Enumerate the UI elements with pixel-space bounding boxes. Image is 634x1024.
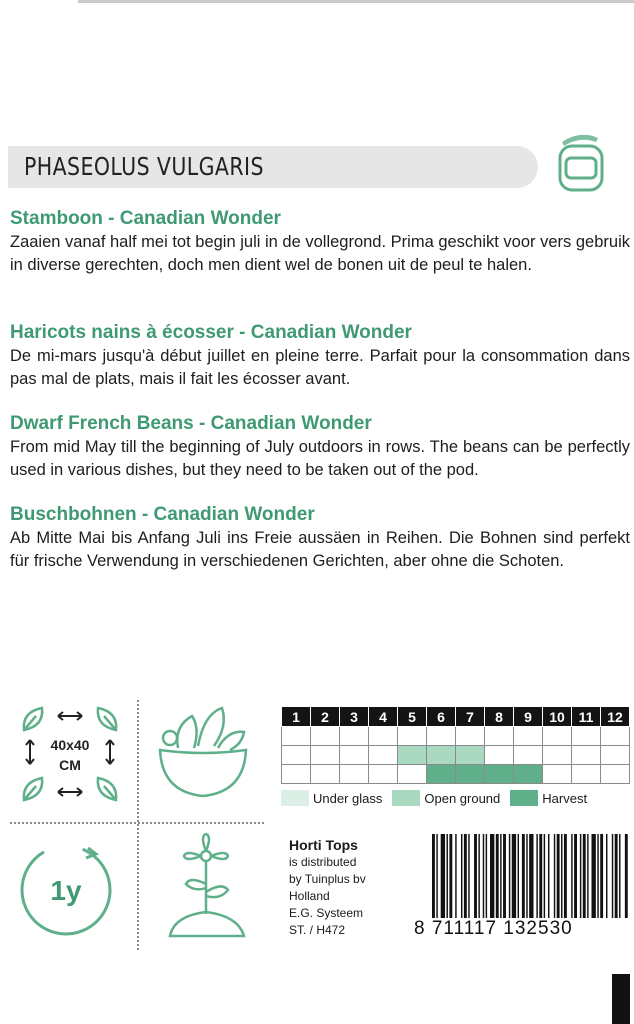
calendar-month-6: 6 xyxy=(427,707,456,727)
calendar-cell xyxy=(369,765,398,784)
calendar-cell xyxy=(311,727,340,746)
barcode-bar xyxy=(432,834,435,918)
calendar-cell xyxy=(456,746,485,765)
calendar-cell xyxy=(398,727,427,746)
lifecycle-label: 1y xyxy=(50,875,82,906)
legend-label: Under glass xyxy=(313,790,383,806)
section-text: Ab Mitte Mai bis Anfang Juli ins Freie aussäen in Reihen. Die Bohnen sind perfekt für frische Verwendung in verschiedenen Gerichten, aber ohne die Schoten. xyxy=(10,529,630,570)
calendar-month-4: 4 xyxy=(369,707,398,727)
calendar-month-7: 7 xyxy=(456,707,485,727)
calendar-cell xyxy=(543,765,572,784)
calendar-cell xyxy=(485,746,514,765)
calendar-cell xyxy=(427,765,456,784)
legend-open-ground xyxy=(392,790,508,806)
barcode-bar xyxy=(468,834,469,918)
calendar-cell xyxy=(282,727,311,746)
barcode-bar xyxy=(449,834,452,918)
section-text: Zaaien vanaf half mei tot begin juli in de vollegrond. Prima geschikt voor vers gebruik in diverse gerechten, doch men dient wel de bonen uit de peul te halen. xyxy=(10,233,630,274)
section-title: Haricots nains à écosser - Canadian Wonder xyxy=(10,322,412,343)
calendar-cell xyxy=(340,727,369,746)
barcode-bar xyxy=(509,834,510,918)
barcode-bar xyxy=(486,834,487,918)
top-rule xyxy=(78,0,634,3)
barcode-bar xyxy=(557,834,560,918)
barcode-bar xyxy=(564,834,567,918)
distributor-line: is distributed xyxy=(289,855,357,869)
barcode-bar xyxy=(436,834,437,918)
barcode-bar xyxy=(512,834,516,918)
barcode-bar xyxy=(490,834,494,918)
calendar-cell xyxy=(456,727,485,746)
calendar-month-5: 5 xyxy=(398,707,427,727)
legend-swatch xyxy=(392,790,420,806)
section-title: Stamboon - Canadian Wonder xyxy=(10,208,281,229)
calendar-cell xyxy=(543,746,572,765)
calendar-cell xyxy=(311,765,340,784)
calendar-cell xyxy=(514,746,543,765)
calendar-cell xyxy=(572,746,601,765)
barcode-bar xyxy=(500,834,501,918)
calendar-cell xyxy=(369,746,398,765)
calendar-cell xyxy=(340,765,369,784)
barcode-bar xyxy=(503,834,506,918)
calendar-month-2: 2 xyxy=(311,707,340,727)
calendar-legend xyxy=(281,789,597,807)
barcode-bar xyxy=(600,834,603,918)
section-title: Buschbohnen - Canadian Wonder xyxy=(10,504,315,525)
barcode-bar xyxy=(606,834,607,918)
barcode-bar xyxy=(544,834,545,918)
calendar-cell xyxy=(427,727,456,746)
barcode-bar xyxy=(574,834,577,918)
barcode-bar xyxy=(583,834,586,918)
section-english xyxy=(10,412,630,482)
barcode-bar xyxy=(554,834,555,918)
barcode-bar xyxy=(522,834,525,918)
calendar-row-harvest xyxy=(282,765,630,784)
sprouting-plant-icon xyxy=(162,832,252,944)
corner-mark xyxy=(612,974,630,1024)
salad-bowl-icon xyxy=(148,700,258,804)
section-title: Dwarf French Beans - Canadian Wonder xyxy=(10,413,372,434)
distributor-info xyxy=(289,836,366,939)
calendar-month-3: 3 xyxy=(340,707,369,727)
calendar-cell xyxy=(514,765,543,784)
barcode xyxy=(414,834,628,946)
distributor-line: Holland xyxy=(289,889,330,903)
barcode-bar xyxy=(625,834,628,918)
barcode-bar xyxy=(526,834,527,918)
barcode-bar xyxy=(518,834,519,918)
legend-label: Open ground xyxy=(424,790,501,806)
spacing-value: 40x40 xyxy=(50,737,90,753)
calendar-cell xyxy=(369,727,398,746)
legend-swatch xyxy=(281,790,309,806)
barcode-bar xyxy=(478,834,479,918)
distributor-line: ST. / H472 xyxy=(289,923,346,937)
legend-swatch xyxy=(510,790,538,806)
calendar-cell xyxy=(485,727,514,746)
section-dutch xyxy=(10,207,630,277)
icon-grid-divider-horizontal xyxy=(10,822,264,824)
brand-name: Horti Tops xyxy=(289,837,358,853)
calendar-row-under-glass xyxy=(282,727,630,746)
barcode-bar xyxy=(571,834,572,918)
calendar-month-1: 1 xyxy=(282,707,311,727)
section-german xyxy=(10,503,630,573)
distributor-line: E.G. Systeem xyxy=(289,906,364,920)
annual-cycle-icon xyxy=(14,834,124,944)
calendar-cell xyxy=(543,727,572,746)
barcode-bar xyxy=(597,834,598,918)
calendar-cell xyxy=(456,765,485,784)
calendar-cell xyxy=(601,765,630,784)
calendar-month-9: 9 xyxy=(514,707,543,727)
calendar-month-11: 11 xyxy=(572,707,601,727)
calendar-cell xyxy=(601,727,630,746)
calendar-month-10: 10 xyxy=(543,707,572,727)
section-text: From mid May till the beginning of July outdoors in rows. The beans can be perfectly used in various dishes, but they need to be taken out of the pod. xyxy=(10,438,630,479)
barcode-bar xyxy=(580,834,581,918)
calendar-cell xyxy=(398,746,427,765)
calendar-cell xyxy=(485,765,514,784)
barcode-bar xyxy=(619,834,620,918)
tin-can-icon xyxy=(552,130,608,194)
legend-label: Harvest xyxy=(542,790,588,806)
calendar-cell xyxy=(282,765,311,784)
barcode-bars xyxy=(432,834,628,918)
barcode-bar xyxy=(561,834,562,918)
calendar-month-row xyxy=(282,707,630,727)
barcode-digits: 8 711117 132530 xyxy=(414,918,573,939)
barcode-bar xyxy=(447,834,448,918)
calendar-month-12: 12 xyxy=(601,707,630,727)
barcode-bar xyxy=(529,834,533,918)
calendar-cell xyxy=(311,746,340,765)
distributor-line: by Tuinplus bv xyxy=(289,872,366,886)
barcode-bar xyxy=(455,834,456,918)
legend-under-glass xyxy=(281,790,390,806)
barcode-bar xyxy=(461,834,462,918)
sowing-calendar xyxy=(281,706,630,784)
barcode-bar xyxy=(464,834,467,918)
barcode-bar xyxy=(536,834,537,918)
calendar-month-8: 8 xyxy=(485,707,514,727)
calendar-cell xyxy=(601,746,630,765)
section-text: De mi-mars jusqu'à début juillet en pleine terre. Parfait pour la consommation dans pas mal de plats, mais il fait les écosser avant. xyxy=(10,347,630,388)
latin-name: PHASEOLUS VULGARIS xyxy=(24,152,264,181)
calendar-cell xyxy=(398,765,427,784)
spacing-unit: CM xyxy=(59,757,81,773)
legend-harvest xyxy=(510,790,595,806)
barcode-bar xyxy=(615,834,618,918)
calendar-row-open-ground xyxy=(282,746,630,765)
section-french xyxy=(10,321,630,391)
calendar-cell xyxy=(340,746,369,765)
calendar-cell xyxy=(514,727,543,746)
barcode-bar xyxy=(612,834,613,918)
calendar-table xyxy=(281,706,630,784)
calendar-cell xyxy=(427,746,456,765)
icon-grid-divider-vertical xyxy=(137,700,139,950)
latin-name-banner xyxy=(8,146,538,188)
barcode-bar xyxy=(474,834,477,918)
calendar-cell xyxy=(572,727,601,746)
barcode-bar xyxy=(548,834,549,918)
barcode-bar xyxy=(539,834,542,918)
barcode-bar xyxy=(496,834,499,918)
barcode-bar xyxy=(441,834,445,918)
barcode-bar xyxy=(592,834,596,918)
barcode-bar xyxy=(483,834,484,918)
plant-spacing-icon xyxy=(14,704,126,808)
barcode-bar xyxy=(587,834,588,918)
calendar-cell xyxy=(282,746,311,765)
calendar-cell xyxy=(572,765,601,784)
